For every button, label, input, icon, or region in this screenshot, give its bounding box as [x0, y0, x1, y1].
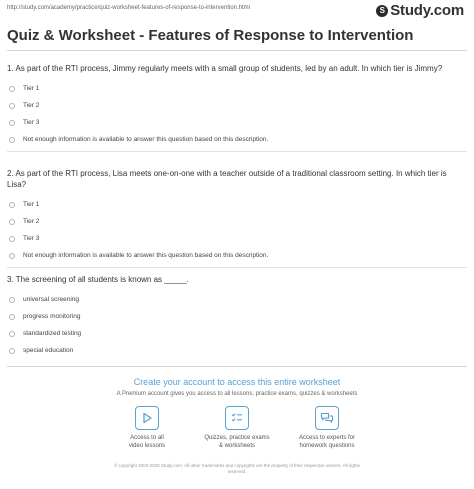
question-3 — [7, 274, 467, 359]
feature-video-lessons — [102, 406, 192, 450]
top-bar — [0, 0, 474, 20]
question-1 — [7, 63, 467, 152]
radio-button[interactable] — [9, 202, 15, 208]
answer-label: standardized testing — [23, 330, 82, 337]
answer-option[interactable] — [7, 230, 467, 247]
page-url: http://study.com/academy/practice/quiz-worksheet-features-of-response-to-intervention.html — [7, 5, 250, 11]
create-account-link[interactable]: Create your account to access this entire worksheet — [133, 377, 341, 387]
premium-description: A Premium account gives you access to all lessons, practice exams, quizzes & worksheets — [116, 391, 358, 397]
answer-option[interactable] — [7, 97, 467, 114]
feature-label: Quizzes, practice exams & worksheets — [204, 435, 270, 449]
radio-button[interactable] — [9, 236, 15, 242]
radio-button[interactable] — [9, 253, 15, 259]
answer-option[interactable] — [7, 131, 467, 148]
radio-button[interactable] — [9, 120, 15, 126]
answer-label: progress monitoring — [23, 313, 81, 320]
page-title: Quiz & Worksheet - Features of Response to Intervention — [7, 27, 414, 44]
radio-button[interactable] — [9, 103, 15, 109]
answer-label: Not enough information is available to answer this question based on this description. — [23, 136, 269, 143]
feature-label: Access to all video lessons — [128, 435, 166, 449]
radio-button[interactable] — [9, 331, 15, 337]
answer-label: Tier 1 — [23, 85, 40, 92]
answer-label: Tier 3 — [23, 119, 40, 126]
question-text: 3. The screening of all students is known as _____. — [7, 275, 189, 284]
radio-button[interactable] — [9, 297, 15, 303]
answer-label: Tier 3 — [23, 235, 40, 242]
answer-option[interactable] — [7, 325, 467, 342]
radio-button[interactable] — [9, 86, 15, 92]
title-divider — [7, 50, 467, 51]
feature-label: Access to experts for homework questions — [298, 435, 356, 449]
radio-button[interactable] — [9, 314, 15, 320]
answer-label: Not enough information is available to answer this question based on this description. — [23, 252, 269, 259]
feature-experts — [282, 406, 372, 450]
copyright-footer: © copyright 2003-2020 Study.com. All other trademarks and copyrights are the property of their respective owners. All rights reserved. — [114, 463, 360, 474]
promo-divider — [7, 366, 467, 367]
study-logo-text: Study.com — [390, 2, 464, 19]
radio-button[interactable] — [9, 348, 15, 354]
answer-option[interactable] — [7, 308, 467, 325]
question-2 — [7, 168, 467, 268]
answer-option[interactable] — [7, 213, 467, 230]
radio-button[interactable] — [9, 219, 15, 225]
question-text: 1. As part of the RTI process, Jimmy regularly meets with a small group of students, led by an adult. In which tier is Jimmy? — [7, 64, 443, 73]
answer-option[interactable] — [7, 80, 467, 97]
answer-label: Tier 2 — [23, 102, 40, 109]
answer-option[interactable] — [7, 342, 467, 359]
video-play-icon — [135, 406, 159, 430]
question-divider — [7, 151, 467, 152]
answer-label: Tier 2 — [23, 218, 40, 225]
answer-option[interactable] — [7, 196, 467, 213]
answer-option[interactable] — [7, 291, 467, 308]
quiz-checklist-icon — [225, 406, 249, 430]
study-logo-icon: S — [376, 5, 388, 17]
study-logo[interactable] — [376, 2, 464, 19]
feature-quizzes — [192, 406, 282, 450]
radio-button[interactable] — [9, 137, 15, 143]
answer-option[interactable] — [7, 247, 467, 264]
expert-chat-icon — [315, 406, 339, 430]
answer-label: universal screening — [23, 296, 80, 303]
question-divider — [7, 267, 467, 268]
answer-label: special education — [23, 347, 74, 354]
question-text: 2. As part of the RTI process, Lisa meets one-on-one with a teacher outside of a traditional classroom setting. In which tier is Lisa? — [7, 169, 447, 189]
answer-label: Tier 1 — [23, 201, 40, 208]
answer-option[interactable] — [7, 114, 467, 131]
